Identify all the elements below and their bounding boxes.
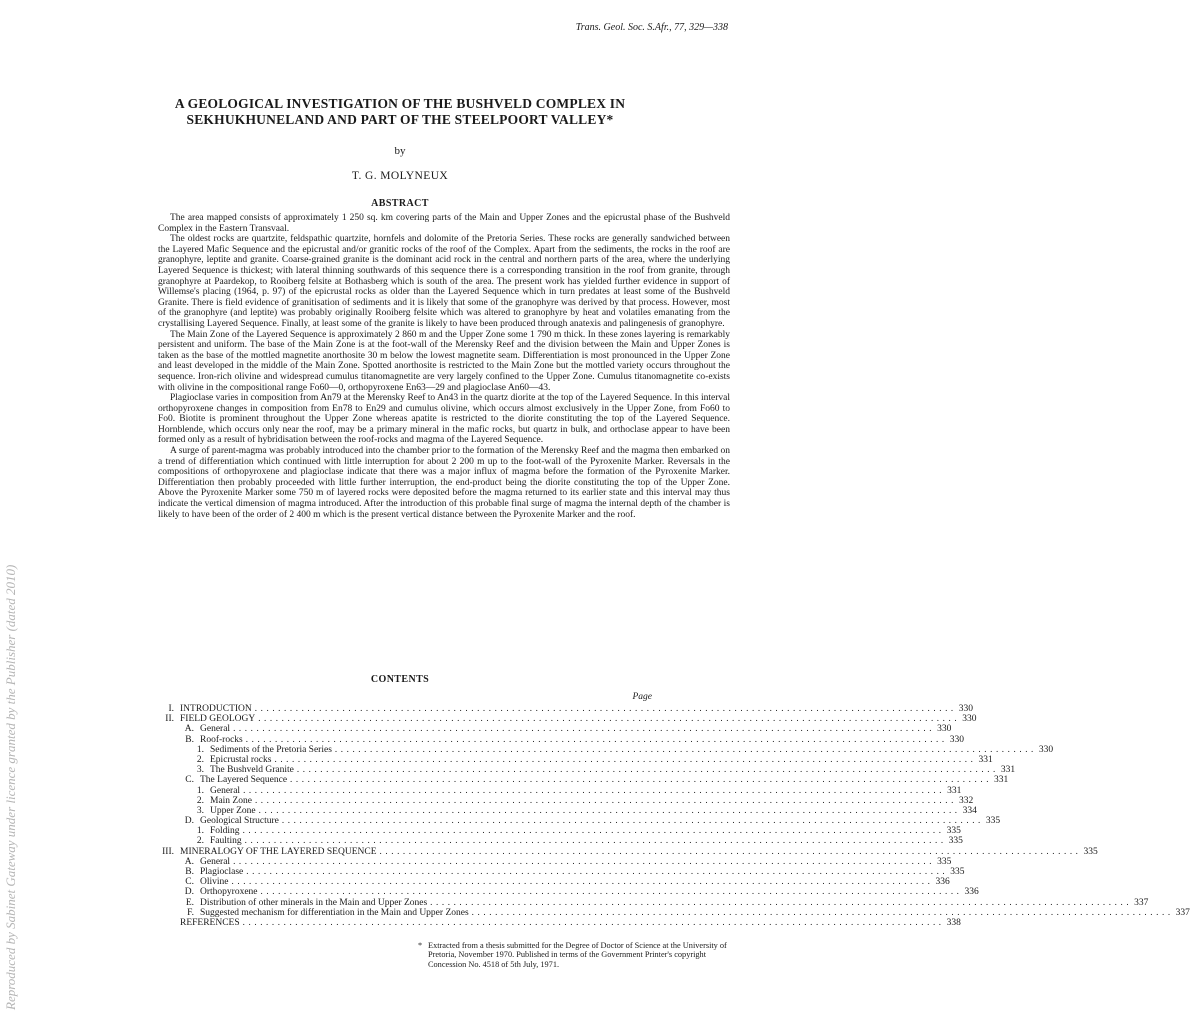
toc-entry-number: I. <box>168 704 174 714</box>
toc-entry-label: Faulting <box>210 836 242 847</box>
toc-entry-page: 331 <box>978 754 993 765</box>
by-line: by <box>394 145 406 157</box>
abstract-heading: ABSTRACT <box>371 198 429 209</box>
toc-entry-label: General <box>200 724 231 735</box>
footnote-text: Extracted from a thesis submitted for the Degree of Doctor of Science at the University of Pretoria, November 1970. Published in terms of the Government Printer's copyright Concession No. 4518 of 5th July, 1971. <box>428 941 727 969</box>
toc-entry-page: 331 <box>994 775 1009 786</box>
toc-entry-number: C. <box>185 775 194 786</box>
toc-entry-label: Main Zone <box>210 795 252 806</box>
toc-entry <box>160 896 1149 908</box>
toc-entry-number: F. <box>187 907 194 918</box>
toc-leader-dots: ........................................................................................................................ <box>334 743 1037 754</box>
toc-leader-dots: ........................................................................................................................ <box>379 845 1082 856</box>
toc-leader-dots: ........................................................................................................................ <box>246 866 949 876</box>
toc-entry-page: 337 <box>1175 907 1190 918</box>
toc-entry <box>160 815 1001 827</box>
toc-entry-label: Distribution of other minerals in the Main and Upper Zones <box>200 897 428 908</box>
toc-entry <box>160 916 961 928</box>
toc-leader-dots: ........................................................................................................................ <box>260 886 963 897</box>
toc-entry-label: Suggested mechanism for differentiation in the Main and Upper Zones <box>200 907 469 918</box>
page-column-heading: Page <box>632 692 652 702</box>
toc-leader-dots: ........................................................................................................................ <box>258 713 961 724</box>
toc-entry-number: 1. <box>196 785 204 796</box>
toc-entry-number: D. <box>184 887 194 898</box>
toc-entry-page: 336 <box>964 887 979 898</box>
toc-entry <box>160 774 1009 786</box>
abstract-paragraph: The area mapped consists of approximately 1 250 sq. km covering parts of the Main and Upper Zones and the epicrustal phase of the Bushveld Complex in the Eastern Transvaal. <box>158 213 730 234</box>
toc-entry-page: 335 <box>948 836 963 847</box>
toc-entry-label: Folding <box>210 826 240 837</box>
toc-leader-dots: ........................................................................................................................ <box>258 804 961 815</box>
toc-entry <box>160 866 965 877</box>
toc-entry <box>160 743 1054 755</box>
toc-leader-dots: ........................................................................................................................ <box>242 825 945 836</box>
toc-entry-label: INTRODUCTION <box>180 704 252 714</box>
toc-entry <box>160 764 1016 776</box>
toc-entry <box>160 703 974 714</box>
toc-entry-page: 335 <box>985 816 1001 827</box>
toc-entry-number: A. <box>184 856 194 867</box>
toc-entry <box>160 876 950 888</box>
toc-entry <box>160 753 993 765</box>
toc-entry-label: REFERENCES <box>180 917 240 928</box>
table-of-contents <box>160 703 1190 928</box>
toc-entry-label: Roof-rocks <box>200 734 243 745</box>
toc-entry-page: 330 <box>962 714 977 725</box>
toc-leader-dots: ........................................................................................................................ <box>233 855 936 866</box>
toc-entry <box>160 723 952 735</box>
abstract-paragraph: Plagioclase varies in composition from An79 at the Merensky Reef to An43 in the quartz diorite at the top of the Layered Sequence. In this interval orthopyroxene changes in composition from En78 to En29 and cumulus olivine, which occurs almost exclusively in the Upper Zone, from Fo60 to Fo0. Biotite is prominent throughout the Upper Zone whereas apatite is restricted to the diorite constituting the top of the Layered Sequence. Hornblende, which occurs only near the roof, may be a primary mineral in the mafic rocks, but quartz in bulk, and orthoclase appear to have been formed only as a result of hybridisation between the roof-rocks and magma of the Layered Sequence. <box>158 393 730 446</box>
toc-entry-label: MINERALOGY OF THE LAYERED SEQUENCE <box>180 846 377 857</box>
toc-entry-number: B. <box>185 867 194 877</box>
toc-leader-dots: ........................................................................................................................ <box>254 703 957 713</box>
toc-leader-dots: ........................................................................................................................ <box>233 723 936 734</box>
toc-entry <box>160 855 952 867</box>
toc-entry-label: General <box>200 856 231 867</box>
toc-entry-number: 3. <box>196 805 204 816</box>
abstract-paragraph: The oldest rocks are quartzite, feldspathic quartzite, hornfels and dolomite of the Pretoria Series. These rocks are generally sandwiched between the Layered Mafic Sequence and the epicrustal and/or granitic rocks of the roof of the Complex. Apart from the sediments, the rocks in the roof are granophyre, leptite and granite. Coarse-grained granite is the dominant acid rock in the central and northern parts of the area, where the underlying Layered Sequence is thickest; with lateral thinning southwards of this sequence there is a corresponding transition in the roof from granite, through granophyre at Paardekop, to Rooiberg felsite at Bothasberg which is south of the area. The present work has yielded further evidence in support of Willemse's placing (1964, p. 97) of the epicrustal rocks as older than the Layered Sequence which in turn predates at least some of the Bushveld Granite. There is field evidence of granitisation of sediments and it is likely that some of the granophyre was derived by that process. However, most of the granophyre (and leptite) was probably originally Rooiberg felsite which was altered to granophyre by heat and volatiles emanating from the crystallising Layered Sequence. Finally, at least some of the granite is likely to have been produced through anatexis and palingenesis of granophyre. <box>158 234 730 329</box>
toc-leader-dots: ........................................................................................................................ <box>242 916 945 927</box>
toc-entry-label: General <box>210 785 241 796</box>
toc-leader-dots: ........................................................................................................................ <box>471 906 1174 917</box>
toc-leader-dots: ........................................................................................................................ <box>231 876 934 887</box>
title-line-1: A GEOLOGICAL INVESTIGATION OF THE BUSHVELD COMPLEX IN <box>174 96 626 111</box>
toc-entry-page: 331 <box>1000 765 1016 776</box>
toc-entry-number: A. <box>184 724 194 735</box>
toc-entry <box>160 733 964 745</box>
toc-entry-number: 1. <box>196 744 204 755</box>
toc-entry <box>160 804 977 816</box>
toc-entry-label: Plagioclase <box>200 867 244 877</box>
toc-entry-number: E. <box>185 897 194 908</box>
toc-entry-label: Sediments of the Pretoria Series <box>210 744 332 755</box>
toc-entry <box>160 906 1190 918</box>
toc-leader-dots: ........................................................................................................................ <box>245 733 948 744</box>
author-name: T. G. MOLYNEUX <box>351 170 449 182</box>
paper-title <box>130 96 670 128</box>
toc-entry-label: The Bushveld Granite <box>210 765 294 776</box>
toc-entry-label: Olivine <box>200 877 229 888</box>
toc-entry-number: III. <box>162 846 174 857</box>
toc-entry <box>160 835 963 847</box>
toc-leader-dots: ........................................................................................................................ <box>430 896 1133 907</box>
abstract-paragraph: The Main Zone of the Layered Sequence is approximately 2 860 m and the Upper Zone some 1 790 m thick. In these zones layering is remarkably persistent and uniform. The base of the Main Zone is at the foot-wall of the Merensky Reef and the division between the Main and Upper Zones is taken as the base of the mottled magnetite anorthosite 30 m below the lowest magnetite seam. Differentiation is most pronounced in the Upper Zone and least developed in the middle of the Main Zone. Spotted anorthosite is restricted to the Main Zone but the mottled variety occurs throughout the sequence. Iron-rich olivine and widespread cumulus titanomagnetite are very largely confined to the Upper Zone. Cumulus titanomagnetite co-exists with olivine in the compositional range Fo60—0, orthopyroxene En63—29 and plagioclase An60—43. <box>158 329 730 393</box>
contents-heading: CONTENTS <box>370 674 430 685</box>
toc-entry-page: 336 <box>935 877 950 888</box>
toc-entry-label: The Layered Sequence <box>200 775 288 786</box>
toc-entry-page: 330 <box>1038 744 1054 755</box>
toc-leader-dots: ........................................................................................................................ <box>274 753 977 764</box>
toc-entry-page: 330 <box>949 734 964 745</box>
toc-entry-number: B. <box>185 734 194 745</box>
toc-entry-number: D. <box>184 816 194 827</box>
toc-entry-number: 2. <box>196 836 204 847</box>
abstract-body <box>158 213 730 520</box>
toc-leader-dots: ........................................................................................................................ <box>243 784 946 795</box>
toc-entry-number: 2. <box>196 795 204 806</box>
toc-entry-page: 331 <box>947 785 962 796</box>
toc-entry-label: Geological Structure <box>200 816 279 827</box>
abstract-paragraph: A surge of parent-magma was probably introduced into the chamber prior to the formation of the Merensky Reef and the magma then embarked on a trend of differentiation which continued with little interruption for about 2 200 m up to the foot-wall of the Pyroxenite Marker. Reversals in the compositions of orthopyroxene and plagioclase indicate that there was a major influx of magma before the formation of the Pyroxenite Marker. Differentiation then probably proceeded with little further interruption, the end-product being the diorite constituting the top of the Upper Zone. Above the Pyroxenite Marker some 750 m of layered rocks were deposited before the magma returned to its earlier state and this interval may thus indicate the vertical dimension of magma introduced. After the introduction of this probable final surge of magma the internal depth of the chamber is likely to have been of the order of 2 400 m which is the present vertical distance between the Pyroxenite Marker and the roof. <box>158 446 730 520</box>
toc-entry <box>160 794 974 806</box>
toc-entry-page: 332 <box>958 795 974 806</box>
toc-entry <box>160 784 962 796</box>
toc-entry-number: 3. <box>196 765 204 776</box>
toc-entry-page: 335 <box>950 867 965 877</box>
toc-entry-number: C. <box>185 877 194 888</box>
title-line-2: SEKHUKHUNELAND AND PART OF THE STEELPOORT VALLEY* <box>186 112 614 127</box>
toc-entry-page: 334 <box>962 805 977 816</box>
toc-entry-label: FIELD GEOLOGY <box>180 714 256 725</box>
toc-entry <box>160 825 961 837</box>
toc-entry-page: 335 <box>946 826 961 837</box>
toc-entry-page: 330 <box>937 724 952 735</box>
toc-leader-dots: ........................................................................................................................ <box>254 794 957 805</box>
toc-entry-number: 2. <box>196 754 204 765</box>
toc-entry-label: Upper Zone <box>210 805 256 816</box>
toc-entry-page: 338 <box>946 917 961 928</box>
journal-reference: Trans. Geol. Soc. S.Afr., 77, 329—338 <box>575 22 728 33</box>
toc-entry-page: 330 <box>958 704 974 714</box>
toc-entry-number: 1. <box>196 826 204 837</box>
toc-entry-label: Epicrustal rocks <box>210 754 272 765</box>
toc-entry-page: 335 <box>1083 846 1098 857</box>
toc-entry-page: 335 <box>937 856 952 867</box>
toc-entry <box>160 886 979 898</box>
footnote <box>418 941 734 969</box>
toc-leader-dots: ........................................................................................................................ <box>296 764 999 775</box>
toc-entry <box>160 845 1098 857</box>
toc-entry-page: 337 <box>1134 897 1149 908</box>
toc-entry-label: Orthopyroxene <box>200 887 258 898</box>
footnote-marker: * <box>418 941 423 950</box>
publisher-watermark: Reproduced by Sabinet Gateway under licence granted by the Publisher (dated 2010) <box>3 564 18 1010</box>
toc-leader-dots: ........................................................................................................................ <box>244 835 947 846</box>
toc-entry <box>160 713 977 725</box>
toc-leader-dots: ........................................................................................................................ <box>281 815 984 826</box>
toc-entry-number: II. <box>165 714 174 725</box>
toc-leader-dots: ........................................................................................................................ <box>290 774 993 785</box>
